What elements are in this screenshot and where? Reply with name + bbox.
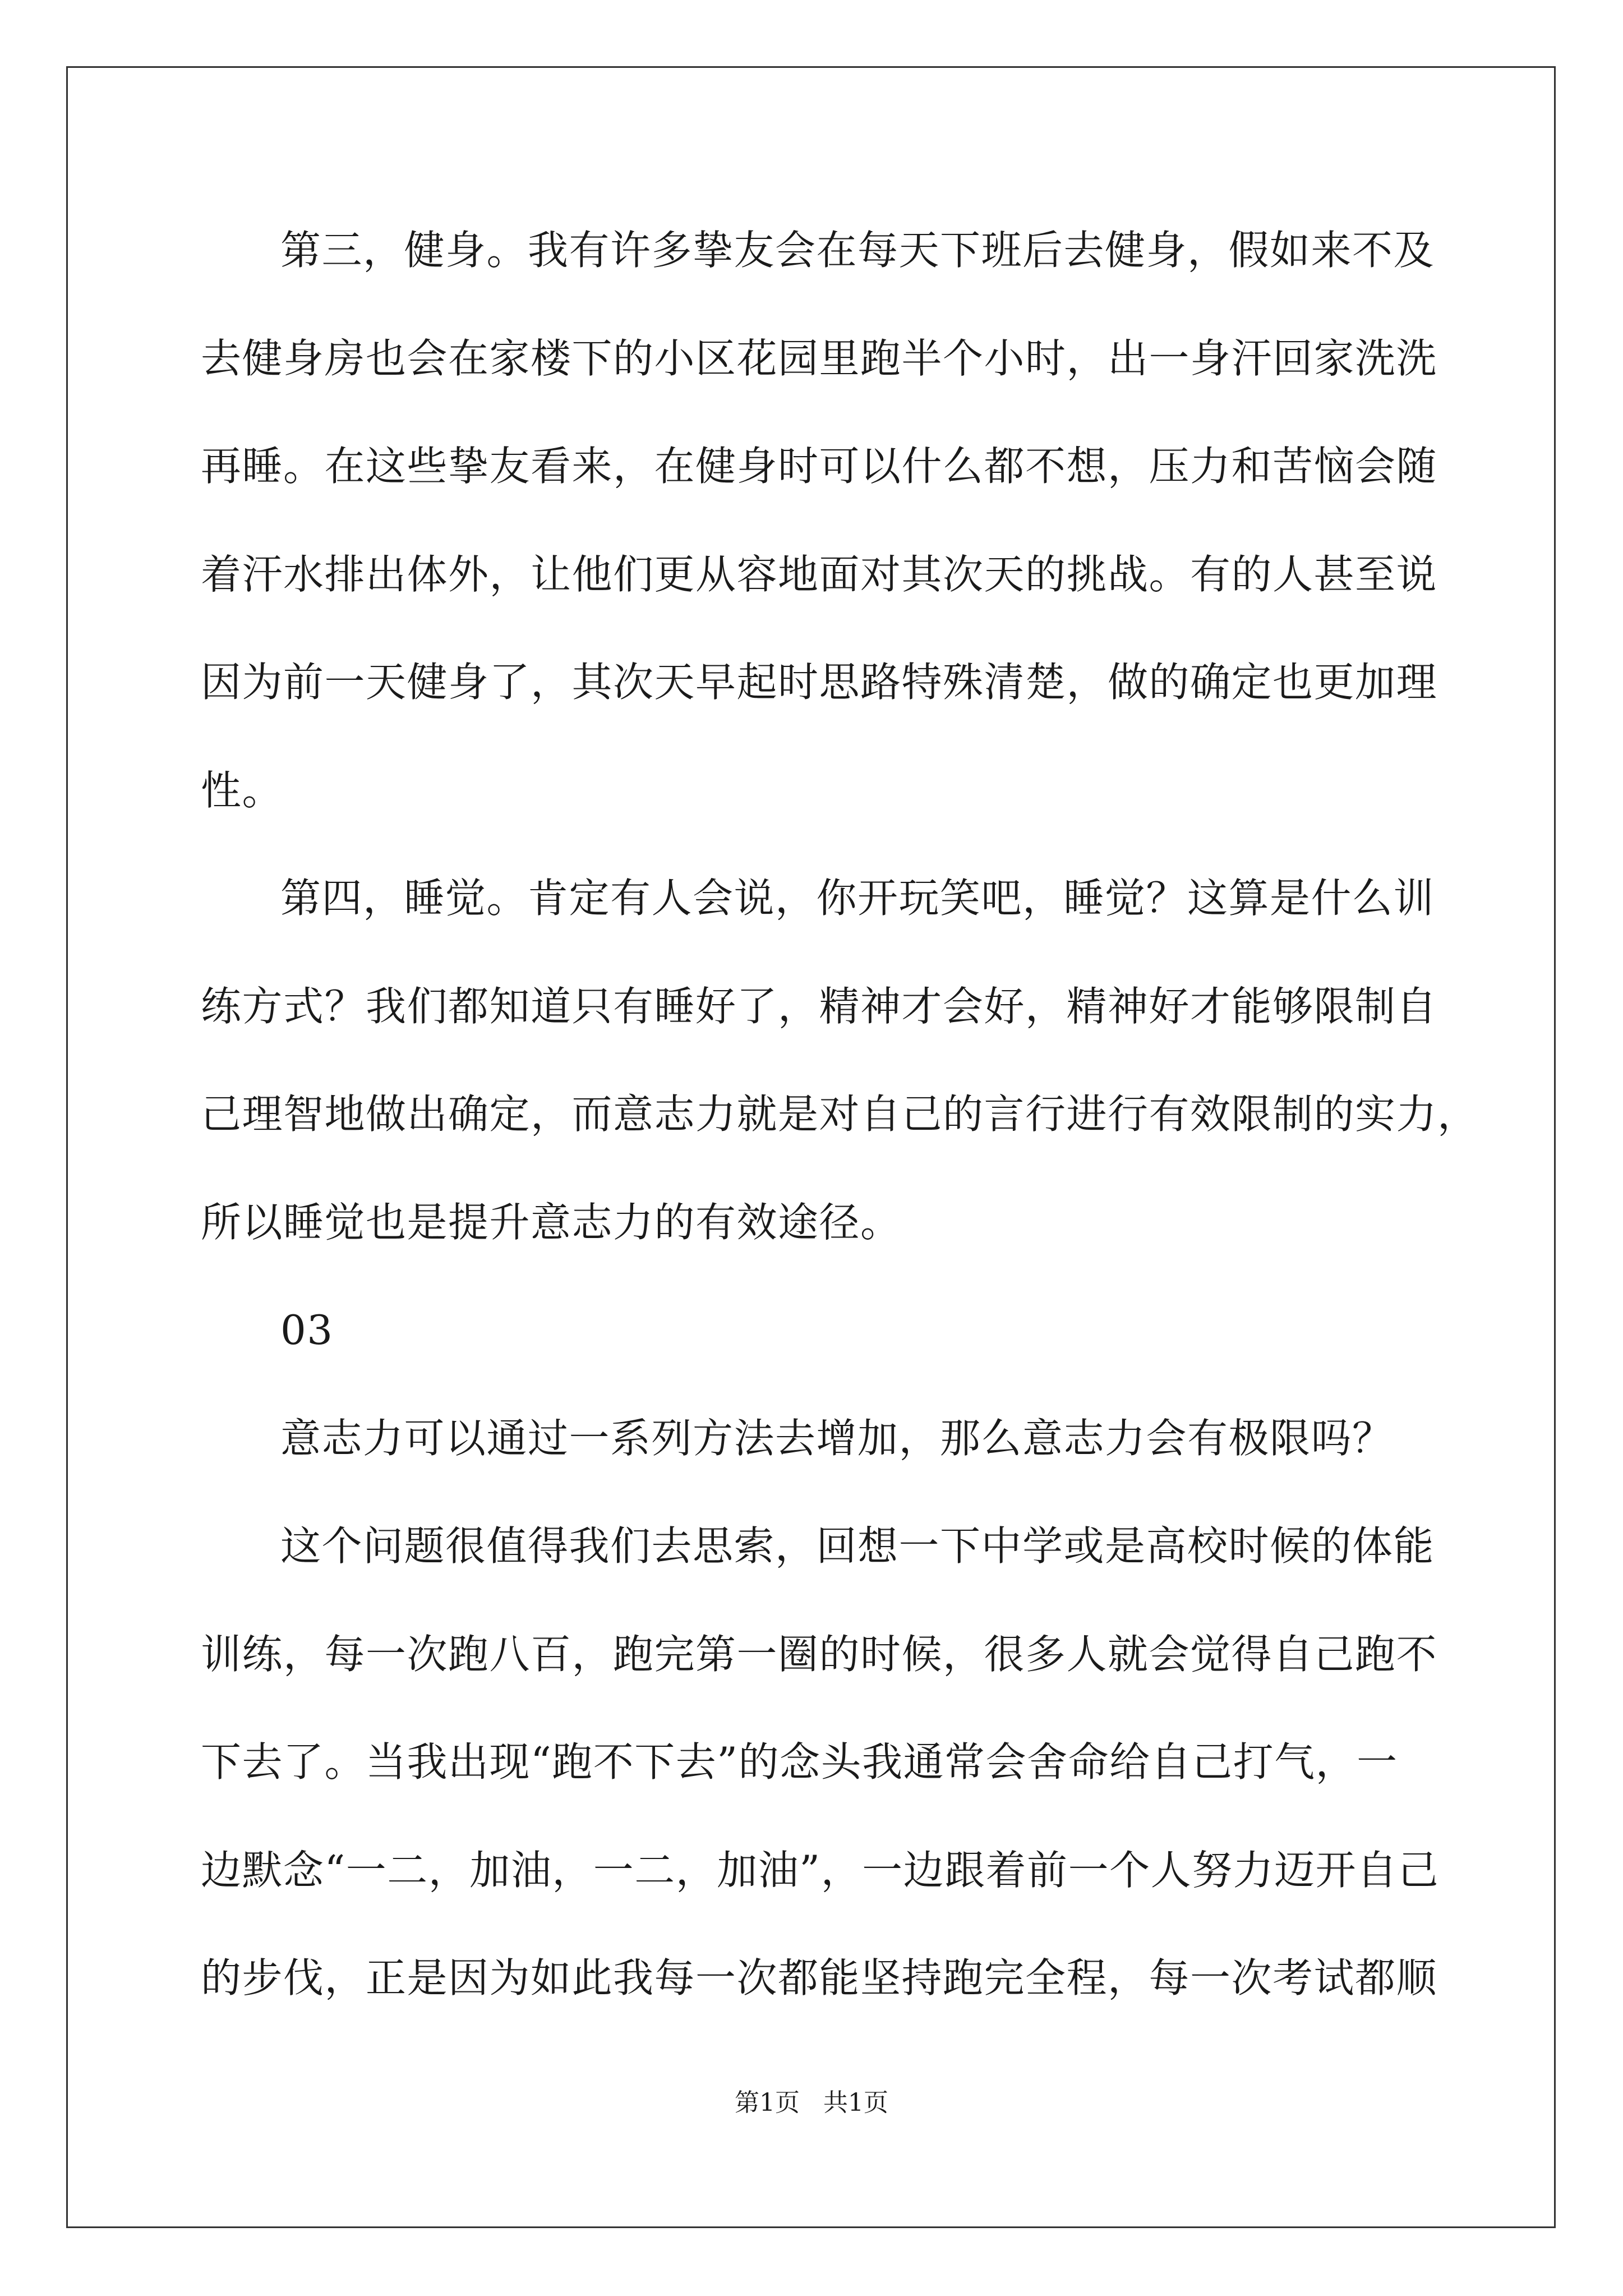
text-line: 着汗水排出体外，让他们更从容地面对其次天的挑战。有的人甚至说: [201, 551, 1438, 598]
text-line: 第三，健身。我有许多挚友会在每天下班后去健身，假如来不及: [280, 227, 1435, 274]
text-line: 己理智地做出确定，而意志力就是对自己的言行进行有效限制的实力，: [201, 1091, 1479, 1138]
text-line: 因为前一天健身了，其次天早起时思路特殊清楚，做的确定也更加理: [201, 659, 1438, 706]
text-line: 去健身房也会在家楼下的小区花园里跑半个小时，出一身汗回家洗洗: [201, 335, 1438, 382]
page-footer: 第1页 共1页: [735, 2088, 888, 2117]
text-line: 性。: [201, 767, 284, 814]
page-border: [66, 66, 1556, 2228]
section-number: 03: [280, 1306, 334, 1354]
text-line: 所以睡觉也是提升意志力的有效途径。: [201, 1199, 902, 1246]
text-line: 练方式？我们都知道只有睡好了，精神才会好，精神好才能够限制自: [201, 983, 1438, 1030]
text-line: 的步伐，正是因为如此我每一次都能坚持跑完全程，每一次考试都顺: [201, 1954, 1438, 2001]
text-line: 意志力可以通过一系列方法去增加，那么意志力会有极限吗？: [280, 1415, 1394, 1462]
text-line: 下去了。当我出现“跑不下去”的念头我通常会舍命给自己打气，一: [201, 1738, 1398, 1786]
text-line: 训练，每一次跑八百，跑完第一圈的时候，很多人就会觉得自己跑不: [201, 1631, 1438, 1678]
text-line: 边默念“一二，加油，一二，加油”，一边跟着前一个人努力迈开自己: [201, 1847, 1440, 1894]
text-line: 这个问题很值得我们去思索，回想一下中学或是高校时候的体能: [280, 1522, 1435, 1570]
text-line: 再睡。在这些挚友看来，在健身时可以什么都不想，压力和苦恼会随: [201, 443, 1438, 490]
text-line: 第四，睡觉。肯定有人会说，你开玩笑吧，睡觉？这算是什么训: [280, 875, 1435, 922]
